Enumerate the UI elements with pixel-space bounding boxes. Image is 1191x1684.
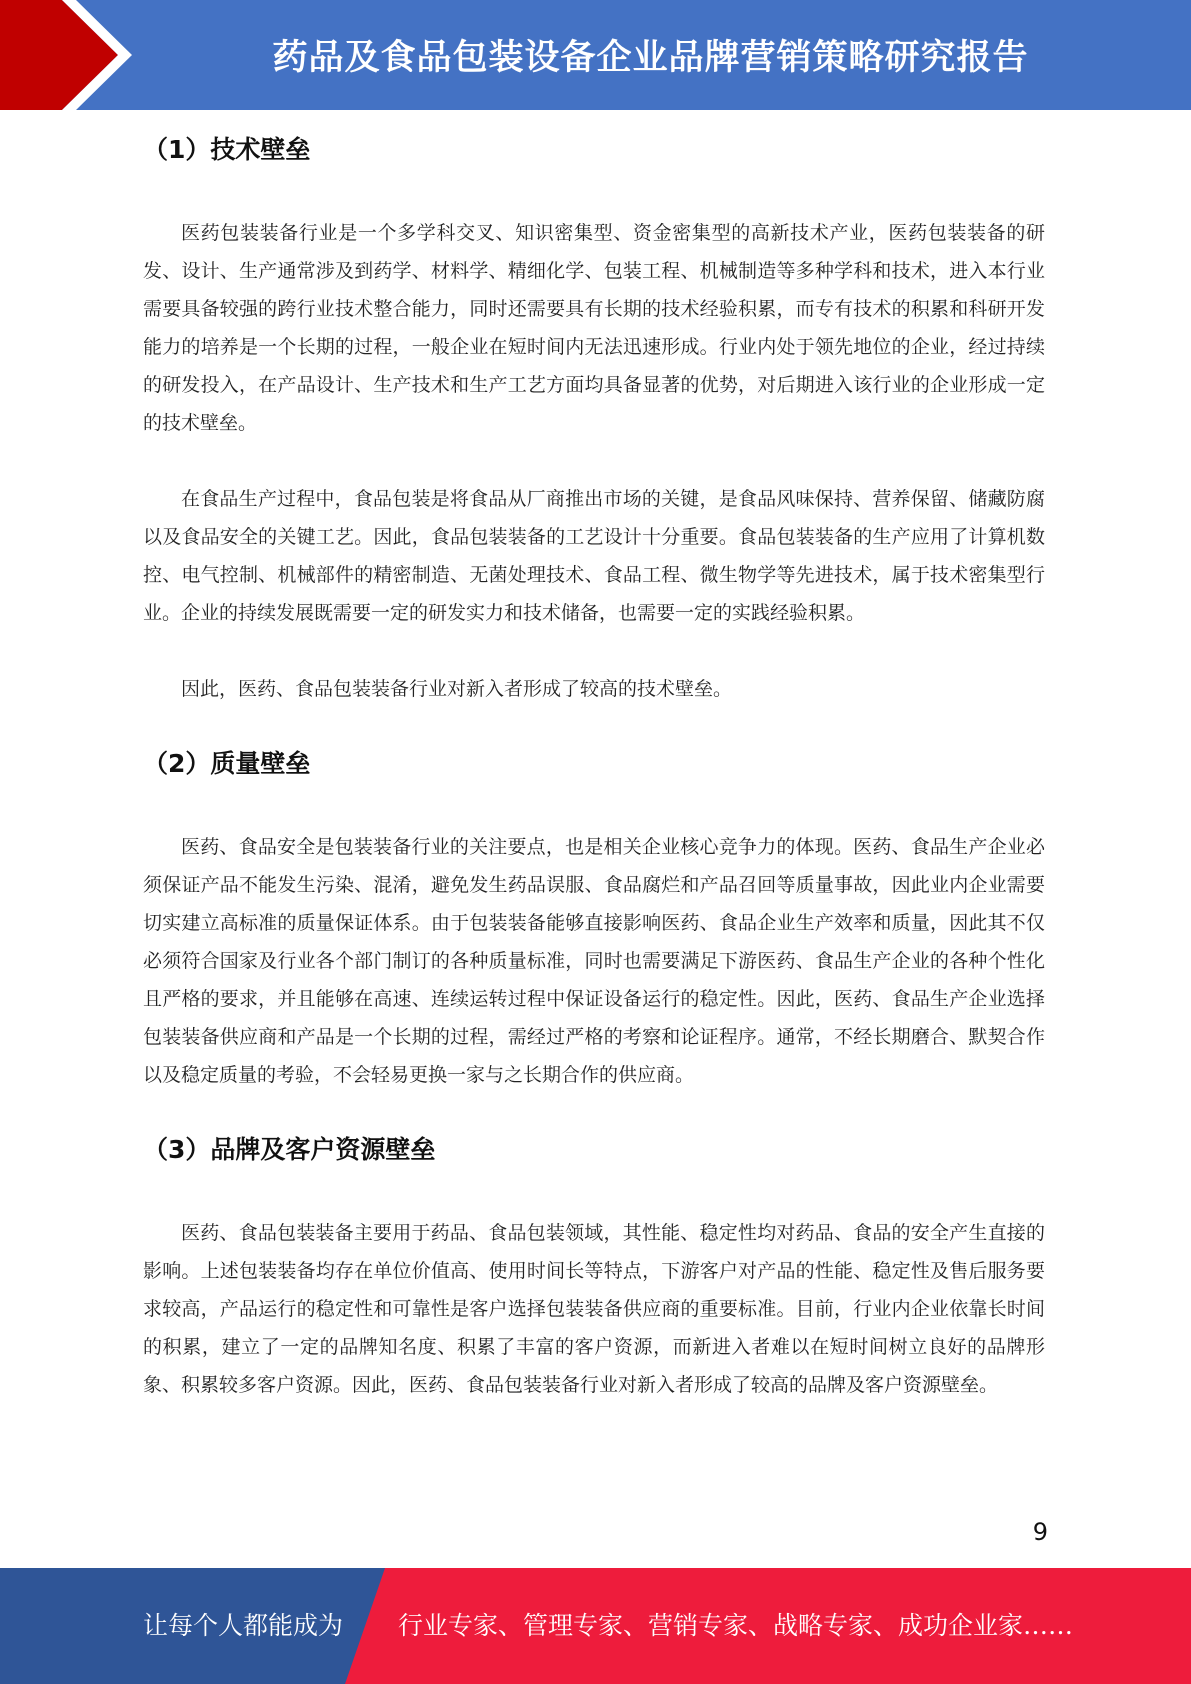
paragraph: 在食品生产过程中，食品包装是将食品从厂商推出市场的关键，是食品风味保持、营养保留、储藏防腐以及食品安全的关键工艺。因此，食品包装装备的工艺设计十分重要。食品包装装备的生产应用了计算机数控、电气控制、机械部件的精密制造、无菌处理技术、食品工程、微生物学等先进技术，属于技术密集型行业。企业的持续发展既需要一定的研发实力和技术储备，也需要一定的实践经验积累。 (143, 488, 1045, 624)
page-header (0, 0, 1191, 110)
section-heading-quality: （2）质量壁垒 (143, 749, 311, 778)
page-number: 9 (1032, 1518, 1048, 1546)
paragraph: 医药、食品包装装备主要用于药品、食品包装领域，其性能、稳定性均对药品、食品的安全产生直接的影响。上述包装装备均存在单位价值高、使用时间长等特点，下游客户对产品的性能、稳定性及售后服务要求较高，产品运行的稳定性和可靠性是客户选择包装装备供应商的重要标准。目前，行业内企业依靠长时间的积累，建立了一定的品牌知名度、积累了丰富的客户资源，而新进入者难以在短时间树立良好的品牌形象、积累较多客户资源。因此，医药、食品包装装备行业对新入者形成了较高的品牌及客户资源壁垒。 (143, 1222, 1045, 1396)
page-footer (0, 1568, 1191, 1684)
footer-slogan-right: 行业专家、管理专家、营销专家、战略专家、成功企业家…… (398, 1611, 1074, 1640)
document-body (143, 128, 1045, 1404)
footer-slogan-left: 让每个人都能成为 (143, 1611, 344, 1640)
paragraph: 医药、食品安全是包装装备行业的关注要点，也是相关企业核心竞争力的体现。医药、食品生产企业必须保证产品不能发生污染、混淆，避免发生药品误服、食品腐烂和产品召回等质量事故，因此业内企业需要切实建立高标准的质量保证体系。由于包装装备能够直接影响医药、食品企业生产效率和质量，因此其不仅必须符合国家及行业各个部门制订的各种质量标准，同时也需要满足下游医药、食品生产企业的各种个性化且严格的要求，并且能够在高速、连续运转过程中保证设备运行的稳定性。因此，医药、食品生产企业选择包装装备供应商和产品是一个长期的过程，需经过严格的考察和论证程序。通常，不经长期磨合、默契合作以及稳定质量的考验，不会轻易更换一家与之长期合作的供应商。 (143, 836, 1045, 1086)
section-heading-technology: （1）技术壁垒 (143, 135, 311, 164)
paragraph: 医药包装装备行业是一个多学科交叉、知识密集型、资金密集型的高新技术产业，医药包装装备的研发、设计、生产通常涉及到药学、材料学、精细化学、包装工程、机械制造等多种学科和技术，进入本行业需要具备较强的跨行业技术整合能力，同时还需要具有长期的技术经验积累，而专有技术的积累和科研开发能力的培养是一个长期的过程，一般企业在短时间内无法迅速形成。行业内处于领先地位的企业，经过持续的研发投入，在产品设计、生产技术和生产工艺方面均具备显著的优势，对后期进入该行业的企业形成一定的技术壁垒。 (143, 222, 1045, 434)
report-title: 药品及食品包装设备企业品牌营销策略研究报告 (272, 38, 1029, 78)
section-heading-brand: （3）品牌及客户资源壁垒 (143, 1135, 436, 1164)
header-chevron-icon (0, 0, 150, 110)
paragraph: 因此，医药、食品包装装备行业对新入者形成了较高的技术壁垒。 (181, 678, 733, 700)
